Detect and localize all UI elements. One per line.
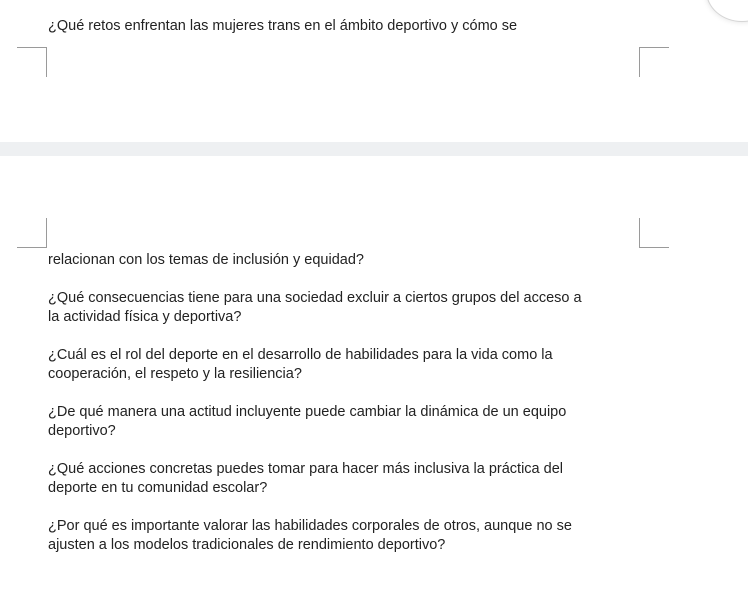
question-2: ¿Qué consecuencias tiene para una sociedad excluir a ciertos grupos del acceso a la actividad física y deportiva? bbox=[48, 290, 582, 325]
crop-mark-top-left bbox=[17, 47, 47, 77]
question-5: ¿Qué acciones concretas puedes tomar para hacer más inclusiva la práctica del deporte en tu comunidad escolar? bbox=[48, 461, 564, 496]
page-curl-decoration bbox=[706, 0, 748, 22]
crop-mark-top-right bbox=[639, 47, 669, 77]
question-1-line-2: relacionan con los temas de inclusión y equidad? bbox=[48, 252, 364, 268]
question-6: ¿Por qué es importante valorar las habilidades corporales de otros, aunque no se ajusten a los modelos tradicionales de rendimiento deportivo? bbox=[48, 518, 572, 553]
crop-mark-bottom-left bbox=[17, 218, 47, 248]
question-1-line-1: ¿Qué retos enfrentan las mujeres trans en el ámbito deportivo y cómo se bbox=[48, 18, 518, 34]
page-break bbox=[0, 142, 748, 156]
crop-mark-bottom-right bbox=[639, 218, 669, 248]
question-4: ¿De qué manera una actitud incluyente puede cambiar la dinámica de un equipo deportivo? bbox=[48, 404, 567, 439]
question-3: ¿Cuál es el rol del deporte en el desarrollo de habilidades para la vida como la cooperación, el respeto y la resiliencia? bbox=[48, 347, 553, 382]
